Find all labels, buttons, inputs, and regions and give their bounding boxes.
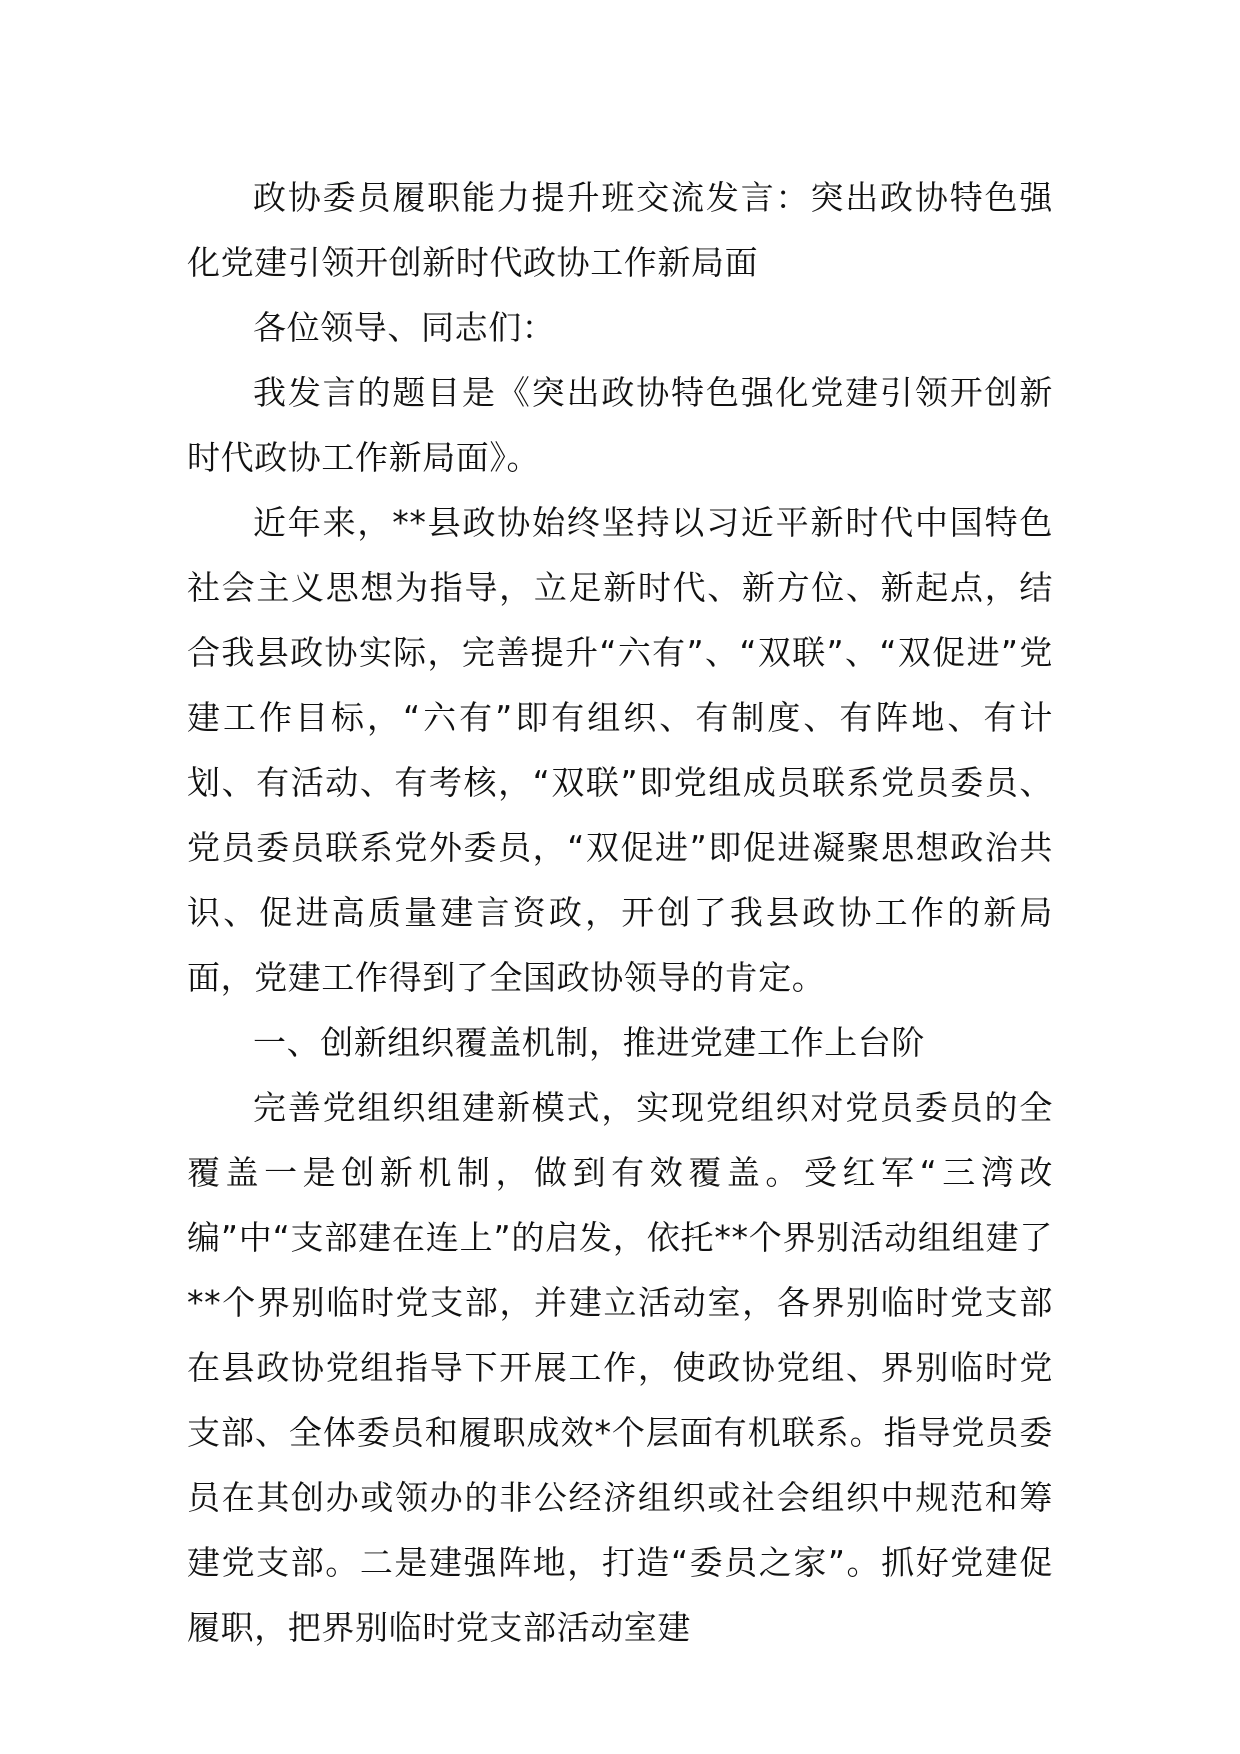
body-paragraph: 近年来，**县政协始终坚持以习近平新时代中国特色社会主义思想为指导，立足新时代、新方位、新起点，结合我县政协实际，完善提升“六有”、“双联”、“双促进”党建工作目标，“六有”即有组织、有制度、有阵地、有计划、有活动、有考核，“双联”即党组成员联系党员委员、党员委员联系党外委员，“双促进”即促进凝聚思想政治共识、促进高质量建言资政，开创了我县政协工作的新局面，党建工作得到了全国政协领导的肯定。 (187, 503, 1053, 997)
section-heading: 一、创新组织覆盖机制，推进党建工作上台阶 (253, 1023, 925, 1062)
greeting: 各位领导、同志们： (253, 308, 556, 347)
document-body (187, 165, 1053, 1660)
intro-paragraph: 我发言的题目是《突出政协特色强化党建引领开创新时代政协工作新局面》。 (187, 373, 1053, 477)
document-title: 政协委员履职能力提升班交流发言：突出政协特色强化党建引领开创新时代政协工作新局面 (187, 178, 1053, 282)
body-paragraph: 完善党组织组建新模式，实现党组织对党员委员的全覆盖一是创新机制，做到有效覆盖。受红军“三湾改编”中“支部建在连上”的启发，依托**个界别活动组组建了**个界别临时党支部，并建立活动室，各界别临时党支部在县政协党组指导下开展工作，使政协党组、界别临时党支部、全体委员和履职成效*个层面有机联系。指导党员委员在其创办或领办的非公经济组织或社会组织中规范和筹建党支部。二是建强阵地，打造“委员之家”。抓好党建促履职，把界别临时党支部活动室建 (187, 1088, 1053, 1647)
